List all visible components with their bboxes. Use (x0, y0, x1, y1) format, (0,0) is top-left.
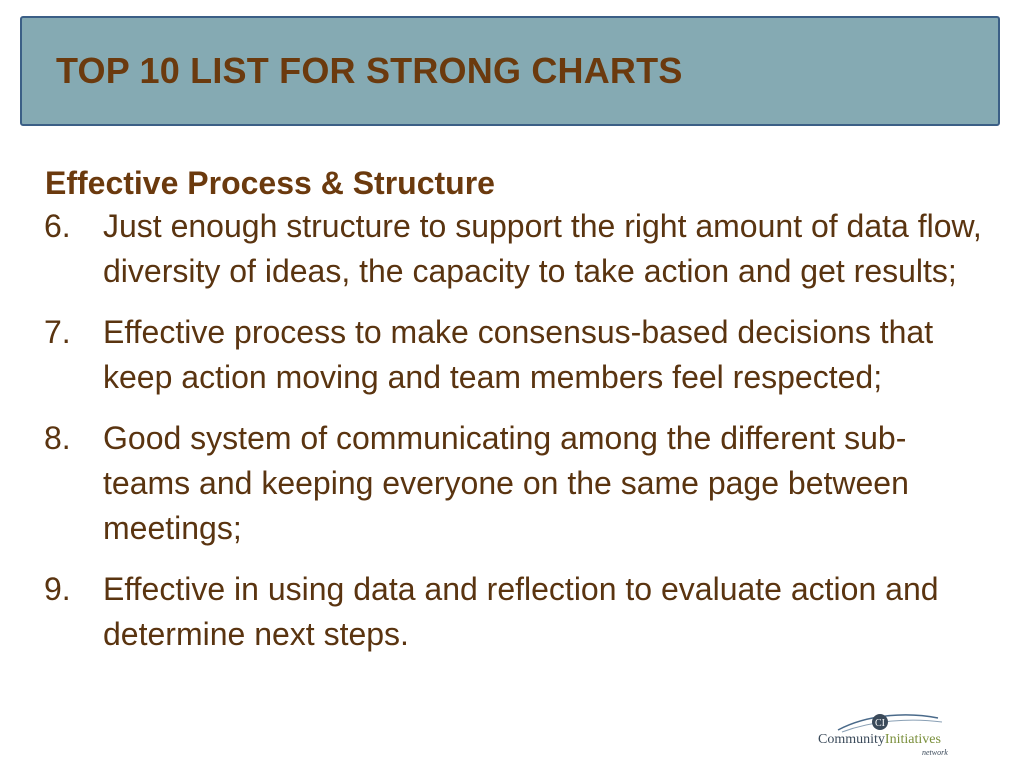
logo-word-initiatives: Initiatives (884, 732, 941, 747)
list-item-text: Effective in using data and reflection to evaluate action and determine next steps. (103, 571, 939, 652)
section-heading: Effective Process & Structure (45, 165, 495, 201)
list-item (44, 567, 984, 657)
list-item-text: Just enough structure to support the right amount of data flow, diversity of ideas, the capacity to take action and get results; (103, 208, 982, 289)
logo-wordmark (818, 732, 941, 748)
list-item-number: 8. (44, 420, 71, 456)
list-item-text: Effective process to make consensus-based decisions that keep action moving and team members feel respected; (103, 314, 934, 395)
list-item (44, 416, 984, 551)
list-item-number: 6. (44, 208, 71, 244)
slide-content (44, 162, 984, 673)
title-banner (20, 16, 1000, 126)
list-item (44, 204, 984, 294)
logo-word-network: network (922, 748, 948, 757)
logo-word-community: Community (818, 732, 885, 747)
community-initiatives-logo (818, 708, 968, 758)
list-item-text: Good system of communicating among the different sub-teams and keeping everyone on the same page between meetings; (103, 420, 909, 546)
numbered-list (44, 204, 984, 657)
logo-mark-text: CI (875, 718, 885, 729)
list-item-number: 7. (44, 314, 71, 350)
list-item-number: 9. (44, 571, 71, 607)
slide-title: TOP 10 LIST FOR STRONG CHARTS (56, 50, 683, 91)
list-item (44, 310, 984, 400)
